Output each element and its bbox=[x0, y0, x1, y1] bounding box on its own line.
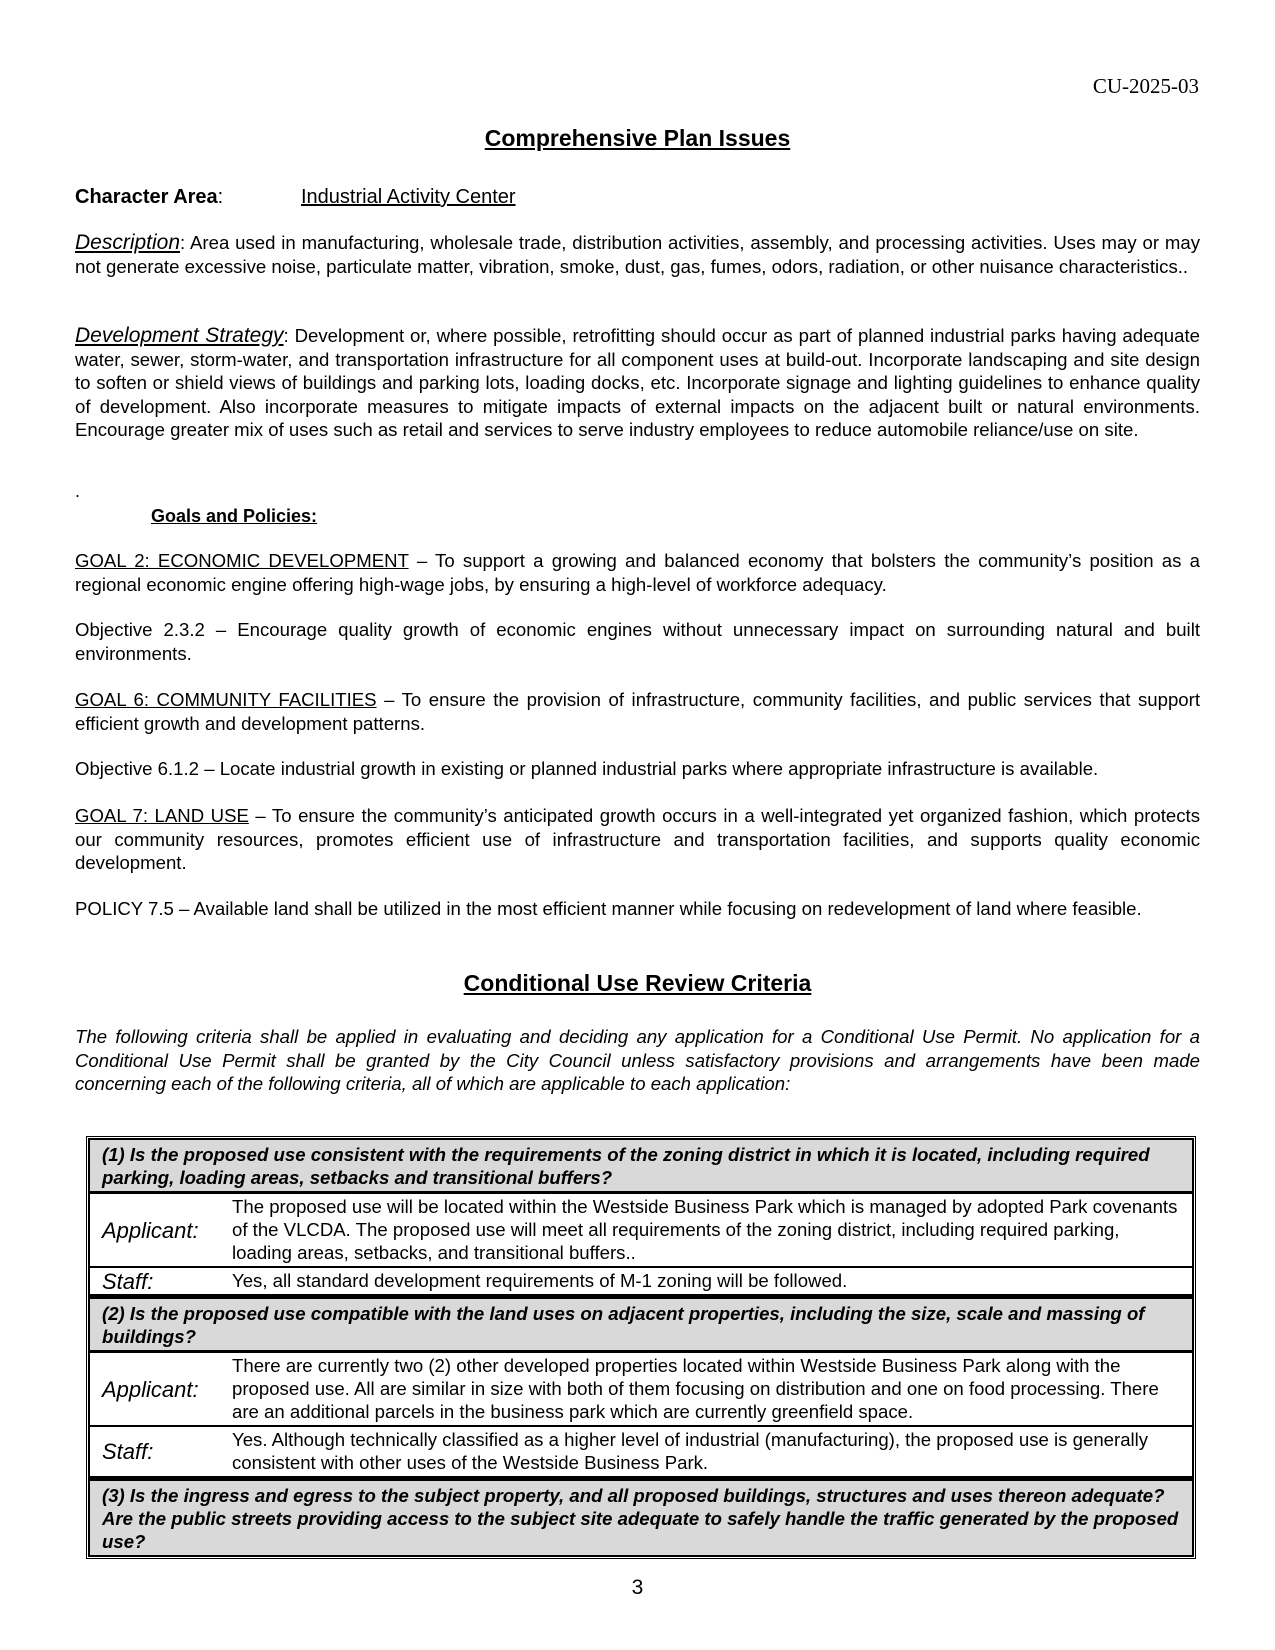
goal-6-label: GOAL 6: COMMUNITY FACILITIES bbox=[75, 689, 377, 710]
goal-7-paragraph bbox=[75, 804, 1200, 875]
criteria-table bbox=[86, 1136, 1196, 1559]
criterion-2-staff-response: Yes. Although technically classified as a higher level of industrial (manufacturing), the proposed use is generally consistent with other uses of the Westside Business Park. bbox=[232, 1429, 1149, 1473]
stray-dot: . bbox=[75, 481, 81, 501]
criterion-3-question: (3) Is the ingress and egress to the subject property, and all proposed buildings, structures and uses thereon adequate? Are the public streets providing access to the subject site adequate to safely handle the traffic generated by the proposed use? bbox=[90, 1478, 1192, 1555]
criterion-1-staff-row bbox=[90, 1268, 1192, 1296]
goal-6-text: – To ensure the provision of infrastructure, community facilities, and public services that support efficient growth and development patterns. bbox=[75, 689, 1200, 734]
applicant-label: Applicant: bbox=[102, 1376, 199, 1402]
criteria-table-inner bbox=[89, 1139, 1193, 1556]
description-paragraph bbox=[75, 231, 1200, 278]
page-number: 3 bbox=[631, 1576, 644, 1599]
criteria-intro: The following criteria shall be applied in evaluating and deciding any application for a Conditional Use Permit. No application for a Conditional Use Permit shall be granted by the City Council unless satisfactory provisions and arrangements have been made concerning each of the following criteria, all of which are applicable to each application: bbox=[75, 1026, 1200, 1094]
criterion-2-applicant-response: There are currently two (2) other developed properties located within Westside Business Park along with the proposed use. All are similar in size with both of them focusing on distribution and one on food processing. There are an additional parcels in the business park which are currently greenfield space. bbox=[232, 1355, 1159, 1422]
goals-heading: Goals and Policies: bbox=[151, 506, 318, 526]
strategy-paragraph bbox=[75, 324, 1200, 442]
goal-6-paragraph bbox=[75, 688, 1200, 735]
staff-label: Staff: bbox=[102, 1439, 154, 1464]
criterion-1-question: (1) Is the proposed use consistent with the requirements of the zoning district in which it is located, including required parking, loading areas, setbacks and transitional buffers? bbox=[90, 1140, 1192, 1194]
comp-plan-title: Comprehensive Plan Issues bbox=[484, 125, 791, 151]
goal-2-text: – To support a growing and balanced economy that bolsters the community’s position as a regional economic engine offering high-wage jobs, by ensuring a high-level of workforce adequacy. bbox=[75, 550, 1200, 595]
goal-7-text: – To ensure the community’s anticipated growth occurs in a well-integrated yet organized fashion, which protects our community resources, promotes efficient use of infrastructure and transportation facilities, and supports quality economic development. bbox=[75, 805, 1200, 873]
criterion-2-question: (2) Is the proposed use compatible with the land uses on adjacent properties, including the size, scale and massing of buildings? bbox=[90, 1296, 1192, 1353]
criterion-1-applicant-response: The proposed use will be located within the Westside Business Park which is managed by adopted Park covenants of the VLCDA. The proposed use will meet all requirements of the zoning district, including required parking, loading areas, setbacks, and transitional buffers.. bbox=[232, 1196, 1178, 1263]
case-number: CU-2025-03 bbox=[1092, 74, 1199, 98]
character-area-value: Industrial Activity Center bbox=[301, 186, 516, 208]
goal-2-label: GOAL 2: ECONOMIC DEVELOPMENT bbox=[75, 550, 409, 571]
criterion-2-staff-row bbox=[90, 1427, 1192, 1478]
goal-2-paragraph bbox=[75, 549, 1200, 596]
policy-7-5: POLICY 7.5 – Available land shall be utilized in the most efficient manner while focusing on redevelopment of land where feasible. bbox=[75, 898, 1142, 919]
strategy-label: Development Strategy bbox=[75, 324, 284, 347]
objective-6-1-2: Objective 6.1.2 – Locate industrial growth in existing or planned industrial parks where appropriate infrastructure is available. bbox=[75, 758, 1099, 779]
criterion-1-staff-response: Yes, all standard development requirements of M-1 zoning will be followed. bbox=[232, 1270, 848, 1291]
staff-label: Staff: bbox=[102, 1268, 154, 1294]
strategy-text: : Development or, where possible, retrofitting should occur as part of planned industrial parks having adequate water, sewer, storm-water, and transportation infrastructure for all component uses at build-out. Incorporate landscaping and site design to soften or shield views of buildings and parking lots, loading docks, etc. Incorporate signage and lighting guidelines to enhance quality of development. Also incorporate measures to mitigate impacts of external impacts on the adjacent built or natural environments. Encourage greater mix of uses such as retail and services to serve industry employees to reduce automobile reliance/use on site. bbox=[75, 325, 1200, 440]
character-area-colon: : bbox=[217, 186, 224, 208]
objective-2-3-2: Objective 2.3.2 – Encourage quality growth of economic engines without unnecessary impact on surrounding natural and built environments. bbox=[75, 619, 1200, 664]
character-area-label: Character Area bbox=[75, 186, 218, 208]
criterion-1-applicant-row bbox=[90, 1194, 1192, 1268]
goal-7-label: GOAL 7: LAND USE bbox=[75, 805, 249, 826]
character-area-row bbox=[75, 186, 516, 209]
description-text: : Area used in manufacturing, wholesale trade, distribution activities, assembly, and processing activities. Uses may or may not generate excessive noise, particulate matter, vibration, smoke, dust, gas, fumes, odors, radiation, or other nuisance characteristics.. bbox=[75, 232, 1200, 277]
criteria-title: Conditional Use Review Criteria bbox=[463, 970, 812, 996]
criterion-2-applicant-row bbox=[90, 1353, 1192, 1427]
description-label: Description bbox=[75, 231, 181, 254]
applicant-label: Applicant: bbox=[102, 1217, 199, 1243]
